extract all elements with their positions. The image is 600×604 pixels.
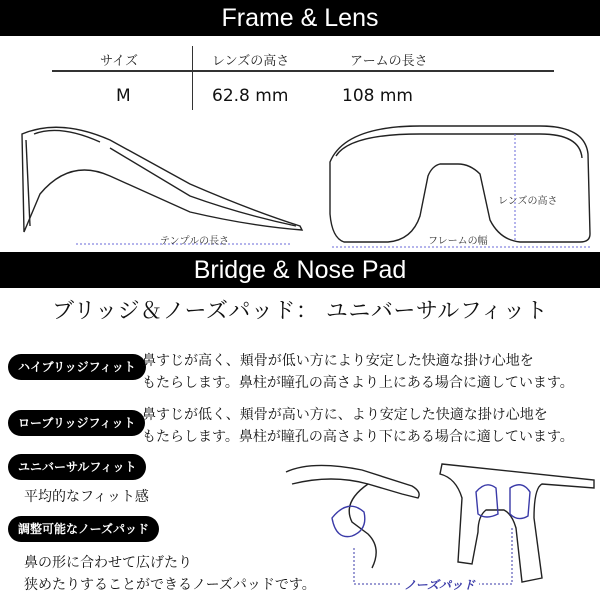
universal-fit-tag: ユニバーサルフィット [8, 454, 146, 480]
low-bridge-fit-description [142, 404, 574, 448]
universal-fit-headline: ブリッジ＆ノーズパッド： ユニバーサルフィット [51, 299, 549, 324]
arm-length-value: 108 mm [342, 86, 413, 106]
spec-column-divider [192, 46, 193, 110]
adjustable-nosepad-tag: 調整可能なノーズパッド [8, 516, 159, 542]
frame-lens-header: Frame & Lens [0, 0, 600, 36]
nose-bridge-side-view [286, 465, 419, 568]
description-line: 平均的なフィット感 [24, 489, 149, 505]
description-line: もたらします。鼻柱が瞳孔の高さより下にある場合に適しています。 [142, 429, 574, 445]
frame-width-label: フレームの幅 [428, 236, 488, 247]
glasses-line-drawing [0, 114, 600, 250]
high-bridge-fit-tag: ハイブリッジフィット [8, 354, 146, 380]
nosepad-label: ノーズパッド [400, 576, 479, 593]
size-header: サイズ [100, 54, 138, 69]
temple-length-label: テンプルの長さ [160, 236, 230, 247]
description-line: 鼻すじが低く、頬骨が高い方に、より安定した快適な掛け心地を [142, 407, 548, 423]
lens-height-label: レンズの高さ [498, 196, 558, 207]
high-bridge-fit-description [142, 350, 574, 394]
lens-height-value: 62.8 mm [212, 86, 289, 106]
nosepad-diagram [272, 458, 600, 600]
description-line: 狭めたりすることができるノーズパッドです。 [24, 577, 316, 593]
front-view-glasses [330, 126, 590, 242]
description-line: もたらします。鼻柱が瞳孔の高さより上にある場合に適しています。 [142, 375, 574, 391]
low-bridge-fit-tag: ローブリッジフィット [8, 410, 145, 436]
description-line: 鼻の形に合わせて広げたり [24, 555, 192, 571]
nose-bridge-front-view [440, 464, 594, 582]
size-value: M [116, 86, 131, 106]
lens-height-header: レンズの高さ [212, 54, 290, 69]
bridge-nosepad-header: Bridge & Nose Pad [0, 252, 600, 288]
universal-fit-description [24, 486, 149, 508]
arm-length-header: アームの長さ [350, 54, 428, 69]
spec-divider [52, 70, 554, 72]
frame-diagrams [0, 114, 600, 250]
spec-table [0, 42, 600, 112]
description-line: 鼻すじが高く、頬骨が低い方により安定した快適な掛け心地を [142, 353, 534, 369]
side-view-glasses [22, 127, 302, 232]
